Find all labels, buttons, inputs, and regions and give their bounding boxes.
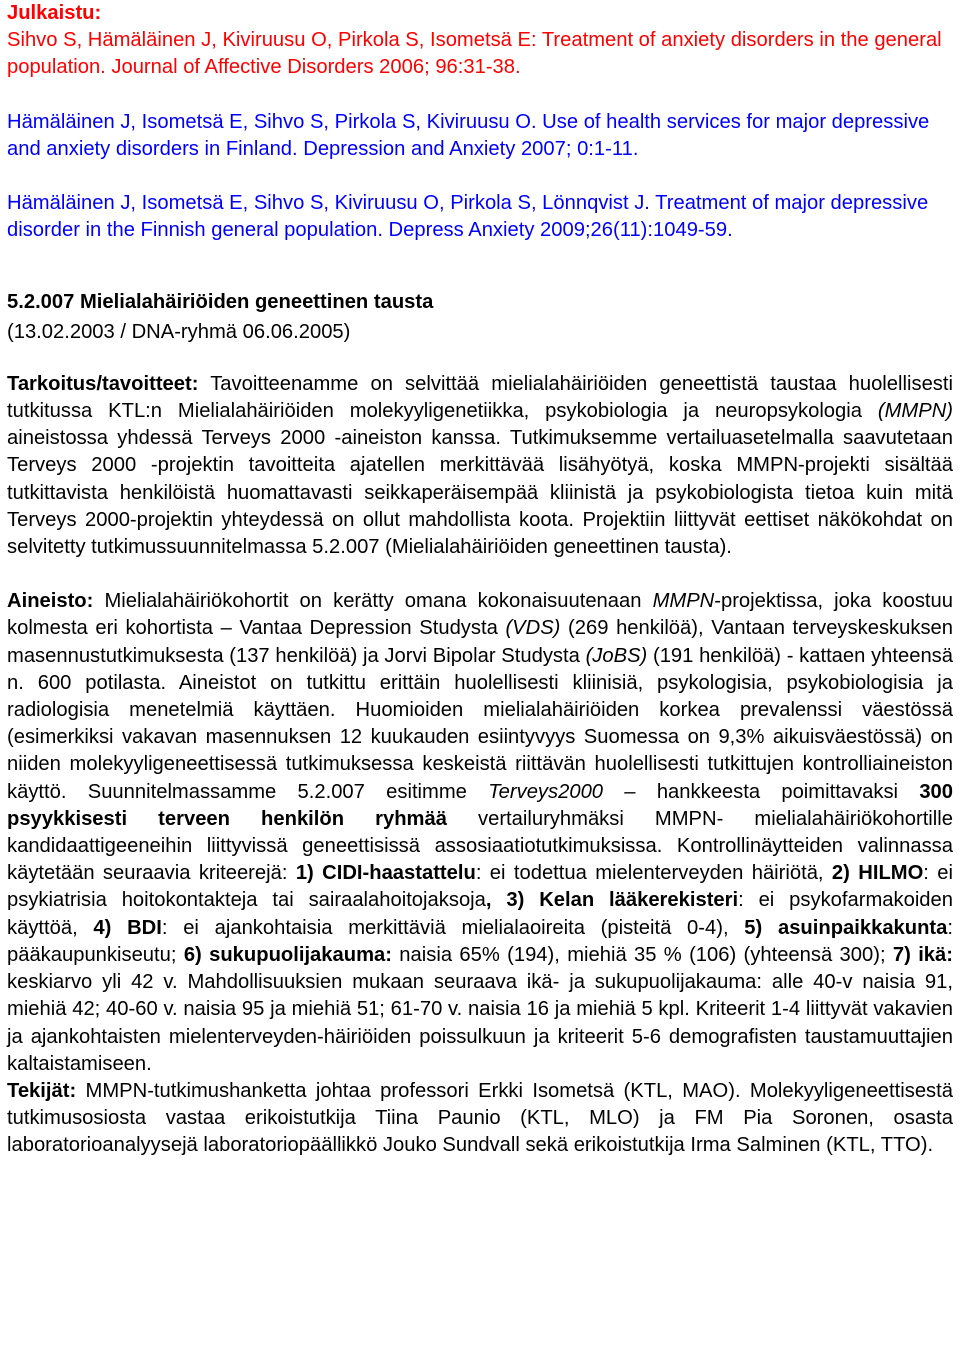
material-paragraph: Aineisto: Mielialahäiriökohortit on kerätty omana kokonaisuutenaan MMPN-projektissa, joka koostuu kolmesta eri kohortista – Vantaa Depression Studysta (VDS) (269 henkilöä), Vantaan terveyskeskuksen masennustutkimuksesta (137 henkilöä) ja Jorvi Bipolar Studysta (JoBS) (191 henkilöä) - kattaen yhteensä n. 600 potilasta. Aineistot on tutkittu erittäin huolellisesti kliinisiä, psykologisia, psykobiologisia ja radiologisia menetelmiä käyttäen. Huomioiden mielialahäiriöiden korkea prevalenssi väestössä (esimerkiksi vakavan masennuksen 12 kuukauden esiintyvyys Suomessa on 9,3% aikuisväestössä) on niiden molekyyligeneettisessä tutkimuksessa keskeistä riittävän huolellisesti tutkittujen kontrolliaineiston käyttö. Suunnitelmassamme 5.2.007 esitimme Terveys2000 – hankkeesta poimittavaksi 300 psyykkisesti terveen henkilön ryhmää vertailuryhmäksi MMPN- mielialahäiriökohortille kandidaattigeeneihin liittyvissä geneettisissä assosiaatiotutkimuksissa. Kontrollinäytteiden valinnassa käytetään seuraavia kriteerejä: 1) CIDI-haastattelu: ei todettua mielenterveyden häiriötä, 2) HILMO: ei psykiatrisia hoitokontakteja tai sairaalahoitojaksoja, 3) Kelan lääkerekisteri: ei psykofarmakoiden käyttöä, 4) BDI: ei ajankohtaisia merkittäviä mielialaoireita (pisteitä 0-4), 5) asuinpaikkakunta: pääkaupunkiseutu; 6) sukupuolijakauma: naisia 65% (194), miehiä 35 % (106) (yhteensä 300); 7) ikä: keskiarvo yli 42 v. Mahdollisuuksien mukaan seuraava ikä- ja sukupuolijakauma: alle 40-v naisia 91, miehiä 42; 40-60 v. naisia 95 ja miehiä 51; 61-70 v. naisia 16 ja miehiä 5 kpl. Kriteerit 1-4 liittyvät vakavien ja ajankohtaisten mielenterveyden-häiriöiden poissulkuun ja kriteerit 5-6 demografisten taustamuuttajien kaltaistamiseen. bbox=[7, 590, 954, 1075]
material-label: Aineisto: bbox=[7, 590, 94, 613]
authors-label: Tekijät: bbox=[7, 1079, 77, 1102]
section-title: 5.2.007 Mielialahäiriöiden geneettinen tausta bbox=[7, 291, 434, 314]
reference-3: Hämäläinen J, Isometsä E, Sihvo S, Kiviruusu O, Pirkola S, Lönnqvist J. Treatment of major depressive disorder in the Finnish general population. Depress Anxiety 2009;26(11):1049-59. bbox=[7, 192, 929, 242]
authors-paragraph: Tekijät: MMPN-tutkimushanketta johtaa professori Erkki Isometsä (KTL, MAO). Molekyyligeneettisestä tutkimusosiosta vastaa erikoistutkija Tiina Paunio (KTL, MLO) ja FM Pia Soronen, osasta laboratorioanalyysejä laboratoriopäällikkö Jouko Sundvall sekä erikoistutkija Irma Salminen (KTL, TTO). bbox=[7, 1079, 953, 1157]
reference-1: Sihvo S, Hämäläinen J, Kiviruusu O, Pirkola S, Isometsä E: Treatment of anxiety disorders in the general population. Journal of Affective Disorders 2006; 96:31-38. bbox=[7, 29, 942, 79]
publications-block bbox=[7, 0, 953, 244]
section-dates: (13.02.2003 / DNA-ryhmä 06.06.2005) bbox=[7, 320, 351, 343]
section-header bbox=[7, 289, 953, 345]
publications-heading: Julkaistu: bbox=[7, 2, 102, 24]
goals-paragraph: Tarkoitus/tavoitteet: Tavoitteenamme on selvittää mielialahäiriöiden geneettistä taustaa huolellisesti tutkitussa KTL:n Mielialahäiriöiden molekyyligenetiikka, psykobiologia ja neuropsykologia (MMPN) aineistossa yhdessä Terveys 2000 -aineiston kanssa. Tutkimuksemme vertailuasetelmalla saavutetaan Terveys 2000 -projektin tavoitteita ajatellen merkittävää lisähyötyä, koska MMPN-projekti sisältää tutkittavista henkilöistä huomattavasti seikkaperäisempää kliinistä ja psykobiologista tietoa kuin mitä Terveys 2000-projektin yhteydessä on ollut mahdollista koota. Projektiin liittyvät eettiset näkökohdat on selvitetty tutkimussuunnitelmassa 5.2.007 (Mielialahäiriöiden geneettinen tausta). bbox=[7, 372, 953, 559]
reference-2: Hämäläinen J, Isometsä E, Sihvo S, Pirkola S, Kiviruusu O. Use of health services for major depressive and anxiety disorders in Finland. Depression and Anxiety 2007; 0:1-11. bbox=[7, 110, 930, 160]
goals-label: Tarkoitus/tavoitteet: bbox=[7, 372, 199, 395]
